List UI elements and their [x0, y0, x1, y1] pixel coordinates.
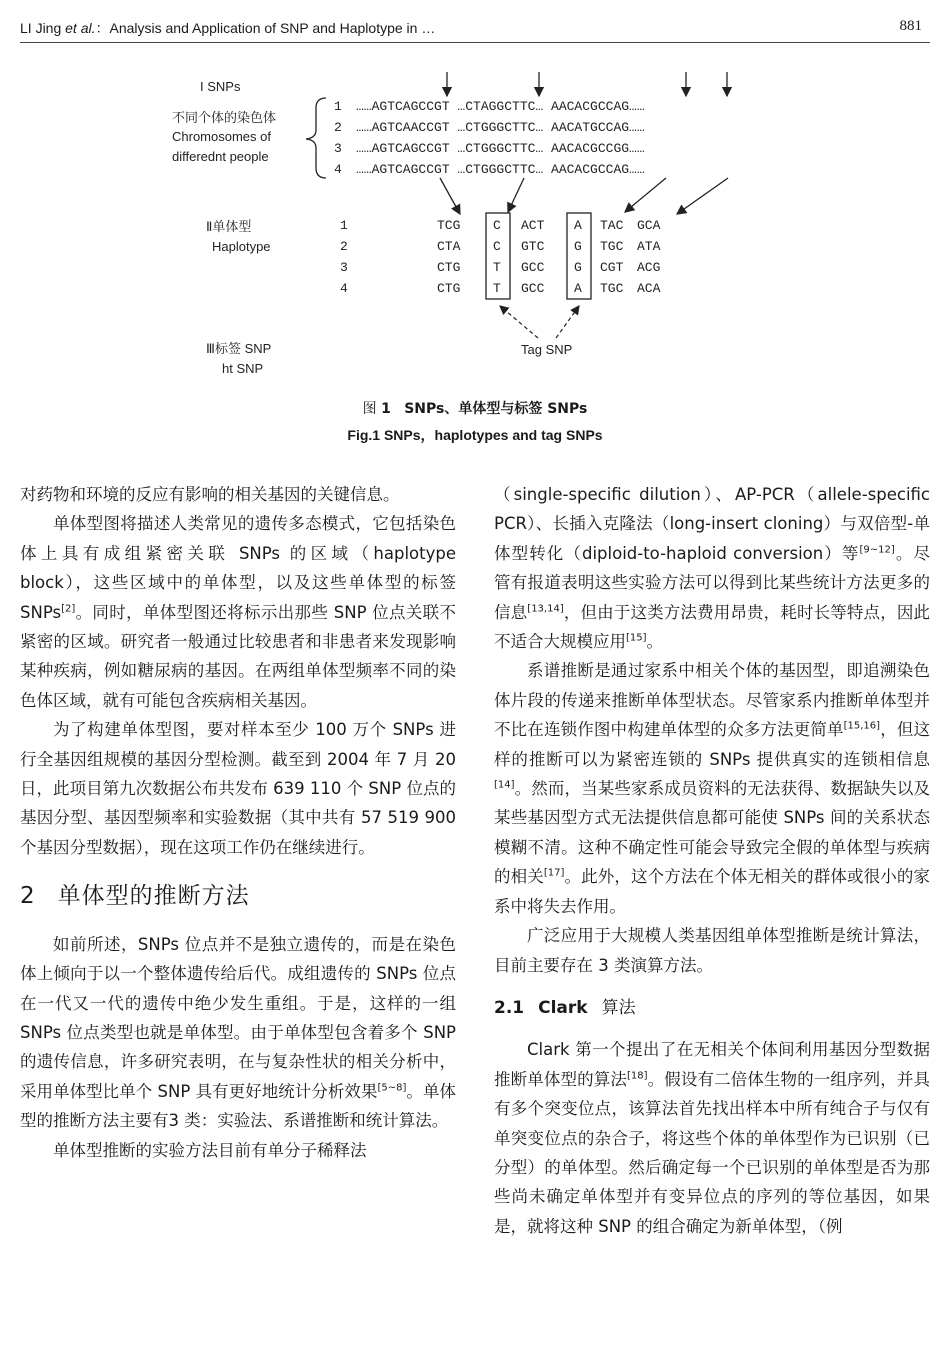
- figure-snp-haplotype: [0, 60, 950, 400]
- right-column: [494, 480, 930, 1241]
- chrom-seq-4: ……AGTCAGCCGT …CTGGGCTTC… AACACGCCAG……: [356, 162, 645, 177]
- svg-text:CGT: CGT: [600, 260, 624, 275]
- label-tag-zh: Ⅲ标签 SNP: [206, 341, 272, 356]
- svg-text:ATA: ATA: [637, 239, 661, 254]
- svg-text:CTA: CTA: [437, 239, 461, 254]
- paragraph: 为了构建单体型图，要对样本至少 100 万个 SNPs 进行全基因组规模的基因分型检测。截至到 2004 年 7 月 20 日，此项目第九次数据公布共发布 639 110 个 SNP 位点的基因分型、基因型频率和实验数据（其中共有 57 519 900 个基因分型数据），现在这项工作仍在继续进行。: [20, 720, 456, 857]
- svg-text:G: G: [574, 239, 582, 254]
- label-snps: I SNPs: [200, 79, 241, 94]
- paragraph: Clark 第一个提出了在无相关个体间利用基因分型数据推断单体型的算法[18]。假设有二倍体生物的一组序列，并具有多个突变位点，该算法首先找出样本中所有纯合子与仅有单突变位点的杂合子，将这些个体的单体型作为已识别（已分型）的单体型。然后确定每一个已识别的单体型是否为那些尚未确定单体型并有变异位点的序列的等位基因，如果是，就将这种 SNP 的组合确定为新单体型，（例: [494, 1040, 931, 1236]
- label-chromosomes-zh: 不同个体的染色体: [172, 110, 277, 125]
- svg-text:TCG: TCG: [437, 218, 461, 233]
- paragraph: 单体型推断的实验方法目前有单分子稀释法: [53, 1140, 367, 1160]
- svg-text:T: T: [493, 281, 501, 296]
- chrom-num-3: 3: [334, 141, 342, 156]
- svg-text:T: T: [493, 260, 501, 275]
- haplotype-table: [340, 218, 661, 296]
- chrom-seq-2: ……AGTCAACCGT …CTGGGCTTC… AACATGCCAG……: [356, 120, 645, 135]
- label-chromosomes-en1: Chromosomes of: [172, 129, 271, 144]
- left-column: [20, 480, 456, 1165]
- svg-text:ACA: ACA: [637, 281, 661, 296]
- paragraph: 系谱推断是通过家系中相关个体的基因型，即追溯染色体片段的传递来推断单体型状态。尽管家系内推断单体型并不比在连锁作图中构建单体型的众多方法更简单[15,16]，但这样的推断可以为紧密连锁的 SNPs 提供真实的连锁相信息[14]。然而，当某些家系成员资料的无法获得、数据缺失以及某些基因型方式无法提供信息都可能使 SNPs 间的关系状态模糊不清。这种不确定性可能会导致完全假的单体型与疾病的相关[17]。此外，这个方法在个体无相关的群体或很小的家系中将失去作用。: [494, 661, 931, 916]
- svg-text:GCA: GCA: [637, 218, 661, 233]
- chrom-num-2: 2: [334, 120, 342, 135]
- brace: [306, 98, 326, 178]
- svg-text:CTG: CTG: [437, 260, 461, 275]
- svg-text:A: A: [574, 281, 582, 296]
- tag-arrows: [500, 306, 579, 338]
- running-header: [20, 14, 930, 43]
- svg-text:GCC: GCC: [521, 281, 545, 296]
- paragraph: 对药物和环境的反应有影响的相关基因的关键信息。: [20, 485, 400, 504]
- svg-text:TGC: TGC: [600, 281, 624, 296]
- svg-text:GTC: GTC: [521, 239, 545, 254]
- svg-text:C: C: [493, 218, 501, 233]
- subsection-heading: 2.1 Clark 算法: [494, 997, 636, 1018]
- svg-text:1: 1: [340, 218, 348, 233]
- svg-text:CTG: CTG: [437, 281, 461, 296]
- haplotype-arrows: [440, 178, 728, 214]
- page-number: 881: [899, 18, 922, 34]
- svg-text:TGC: TGC: [600, 239, 624, 254]
- paragraph: 单体型图将描述人类常见的遗传多态模式，它包括染色体上具有成组紧密关联 SNPs 的区域（haplotype block），这些区域中的单体型，以及这些单体型的标签 SNPs[2]。同时，单体型图还将标示出那些 SNP 位点关联不紧密的区域。研究者一般通过比较患者和非患者来发现影响某种疾病，例如糖尿病的基因。在两组单体型频率不同的染色体区域，就有可能包含疾病相关基因。: [20, 514, 456, 710]
- svg-text:4: 4: [340, 281, 348, 296]
- svg-text:TAC: TAC: [600, 218, 624, 233]
- figure-caption-zh: 图 1 SNPs、单体型与标签 SNPs: [362, 401, 588, 417]
- snp-arrows: [447, 72, 727, 96]
- svg-text:C: C: [493, 239, 501, 254]
- paragraph: （single-specific dilution）、AP-PCR（allele-specific PCR）、长插入克隆法（long-insert cloning）与双倍型-单体型转化（diploid-to-haploid conversion）等[9~12]。尽管有报道表明这些实验方法可以得到比某些统计方法更多的信息[13,14]，但由于这类方法费用昂贵，耗时长等特点，因此不适合大规模应用[15]。: [494, 485, 930, 652]
- chrom-num-4: 4: [334, 162, 342, 177]
- svg-text:3: 3: [340, 260, 348, 275]
- tag-snp-label: Tag SNP: [521, 342, 573, 357]
- figure-diagram: [0, 60, 950, 400]
- chrom-seq-3: ……AGTCAGCCGT …CTGGGCTTC… AACACGCCGG……: [356, 141, 645, 156]
- svg-text:ACT: ACT: [521, 218, 545, 233]
- header-title: LI Jing et al.：Analysis and Application of SNP and Haplotype in …: [20, 20, 436, 36]
- label-haplotype-en: Haplotype: [212, 239, 271, 254]
- paragraph: 广泛应用于大规模人类基因组单体型推断是统计算法，目前主要存在 3 类演算方法。: [494, 926, 930, 975]
- chrom-num-1: 1: [334, 99, 342, 114]
- figure-caption-en: Fig.1 SNPs，haplotypes and tag SNPs: [347, 427, 603, 443]
- label-chromosomes-en2: differednt people: [172, 149, 269, 164]
- chromosome-rows: [334, 99, 645, 177]
- section-heading: 2 单体型的推断方法: [20, 883, 250, 910]
- svg-text:A: A: [574, 218, 582, 233]
- svg-text:ACG: ACG: [637, 260, 661, 275]
- svg-text:2: 2: [340, 239, 348, 254]
- svg-text:GCC: GCC: [521, 260, 545, 275]
- label-haplotype-zh: Ⅱ单体型: [206, 219, 252, 234]
- paragraph: 如前所述，SNPs 位点并不是独立遗传的，而是在染色体上倾向于以一个整体遗传给后代。成组遗传的 SNPs 位点在一代又一代的遗传中绝少发生重组。于是，这样的一组 SNPs 位点类型也就是单体型。由于单体型包含着多个 SNP 的遗传信息，许多研究表明，在与复杂性状的相关分析中，采用单体型比单个 SNP 具有更好地统计分析效果[5~8]。单体型的推断方法主要有3 类：实验法、系谱推断和统计算法。: [20, 934, 456, 1131]
- chrom-seq-1: ……AGTCAGCCGT …CTAGGCTTC… AACACGCCAG……: [356, 99, 645, 114]
- svg-text:G: G: [574, 260, 582, 275]
- label-tag-en: ht SNP: [222, 361, 264, 376]
